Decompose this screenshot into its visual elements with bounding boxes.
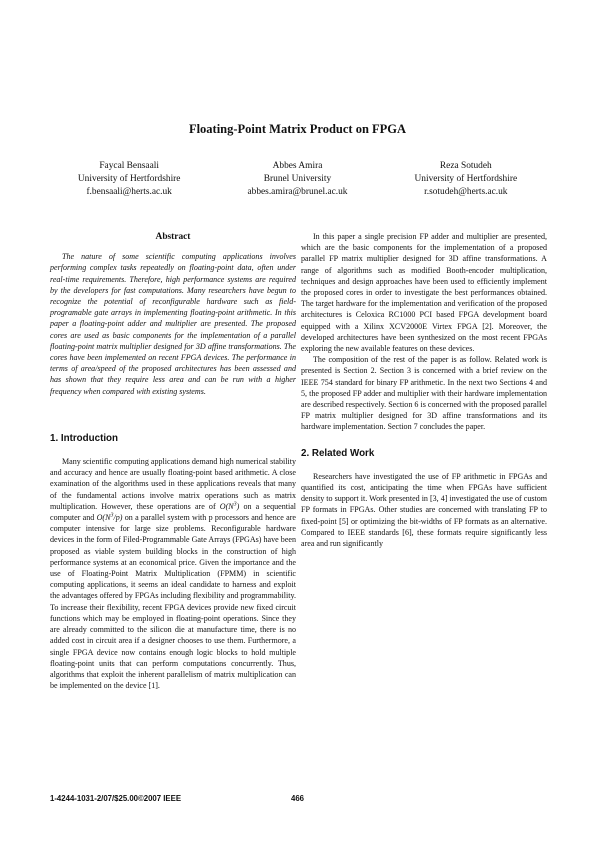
- author-1: [45, 160, 213, 199]
- left-column: [50, 230, 296, 691]
- author-email: f.bensaali@herts.ac.uk: [86, 187, 172, 197]
- author-name: Faycal Bensaali: [99, 161, 159, 171]
- math-sequential: [220, 502, 240, 511]
- math-parallel: [97, 513, 123, 522]
- intro-text-1a: Many scientific computing applications demand high numerical stability and accuracy and hence are usually floating-point based arithmetic. A close examination of the algorithms used in these applications reveals that many of the fundamental actions involve matrix operations such as matrix multiplication. However, these operations are of: [50, 457, 296, 511]
- author-email: abbes.amira@brunel.ac.uk: [247, 187, 348, 197]
- intro-text-1c-part1: on a parallel system with p processors and hence are computer intensive for large size problems. Reconfigurable hardware devices in the form of Filed-Programmable Gate Arrays (FPGAs) have been proposed as viable system building blocks in the construction of high performance systems at an economical price. Given the importance and the use of Floating-Point Matrix Multiplication (FPMM) in scientific computing applications, it seems an ideal candidate to harness and exploit the advantages offered by FPGAs including flexibility and programmability. To increase their flexibility, recent FPGA devices provide new fixed circuit functions which may be employed in floating-point operations. Since they are already committed to the silicon die at manufacture time, there is no added cost in circuit area if a designer chooses to use them. Furthermore, a single FPGA device now contains enough logic blocks to hold multiple floating-point units that can perform computations concurrently. Thus, algorithms that exploit the inherent parallelism of matrix multiplication can be implemented on the device [1].: [50, 513, 296, 691]
- intro-paragraph-3: The composition of the rest of the paper is as follow. Related work is presented is Section 2. Section 3 is concerned with a brief review on the IEEE 754 standard for binary FP arithmetic. In the next two Sections 4 and 5, the proposed FP adder and multiplier with their hardware implementation are described respectively. Section 6 is concerned with the proposed parallel FP matrix multiplier designed for 3D affine transformations and its hardware implementation. Section 7 concludes the paper.: [301, 355, 547, 432]
- math-exponent: 3: [233, 501, 237, 508]
- intro-text-1b: on a sequential computer and: [50, 501, 296, 523]
- math-text: O(N: [219, 501, 234, 511]
- abstract-heading: Abstract: [155, 232, 191, 242]
- author-name: Reza Sotudeh: [439, 161, 492, 171]
- math-exponent: 3: [110, 512, 114, 519]
- author-block: [45, 160, 550, 199]
- related-paragraph-1: Researchers have investigated the use of FP arithmetic in FPGAs and quantified its cost, anticipating the time when FPGAs have sufficient density to support it. Work presented in [3, 4] investigated the use of custom FP formats in FPGAs. Other studies are concerned with translating FP to fixed-point [5] or optimizing the bit-widths of FP formats as an alternative. Compared to IEEE standards [6], these formats require significantly less area and run significantly: [301, 471, 547, 549]
- author-affiliation: University of Hertfordshire: [77, 174, 181, 184]
- author-2: [213, 160, 381, 199]
- author-3: [382, 160, 550, 199]
- footer-isbn: 1-4244-1031-2/07/$25.00©2007 IEEE: [50, 794, 182, 803]
- section-heading-introduction: 1. Introduction: [50, 432, 119, 444]
- page-number: 466: [291, 794, 305, 803]
- abstract: [50, 251, 296, 397]
- author-name: Abbes Amira: [272, 161, 323, 171]
- intro-paragraph-2: In this paper a single precision FP adder and multiplier are presented, which are the basic components for the implementation of a proposed parallel FP matrix multiplier designed for 3D affine transformations. A range of algorithms such as modified Booth-encoder multiplication, techniques and design approaches have been used to efficiently implement the proposed cores in order to investigate the best performances obtained. The target hardware for the implementation and verification of the proposed architectures is Celoxica RC1000 PCI based FPGA development board equipped with a Xilinx XCV2000E Virtex FPGA [2]. Moreover, the developed architectures have been synthesized on the most recent FPGAs exploring the new available features on these devices.: [301, 232, 547, 354]
- section-heading-related-work: 2. Related Work: [301, 447, 375, 459]
- abstract-text: The nature of some scientific computing applications involves performing complex tasks repeatedly on floating-point data, often under real-time requirements. Therefore, high performance systems are required by the developers for fast computations. Many researchers have begun to recognize the potential of reconfigurable hardware such as field-programable gate arrays in implementing floating-point arithmetic. In this paper a floating-point adder and multiplier are presented. The proposed cores are used as basic components for the implementation of a parallel floating-point matrix multiplier designed for 3D affine transformations. The cores have been implemented on recent FPGA devices. The performance in terms of area/speed of the proposed architectures has been assessed and has shown that they require less area and can be run with a higher frequency when compared with existing systems.: [50, 252, 296, 396]
- paper-title: Floating-Point Matrix Product on FPGA: [188, 122, 407, 136]
- math-text: /p): [113, 513, 123, 523]
- math-text: O(N: [96, 513, 111, 523]
- author-email: r.sotudeh@herts.ac.uk: [424, 187, 508, 197]
- author-affiliation: Brunel University: [263, 174, 332, 184]
- math-text: ): [236, 501, 240, 511]
- intro-paragraph-1: [50, 456, 296, 691]
- author-affiliation: University of Hertfordshire: [414, 174, 518, 184]
- right-column: [301, 231, 547, 549]
